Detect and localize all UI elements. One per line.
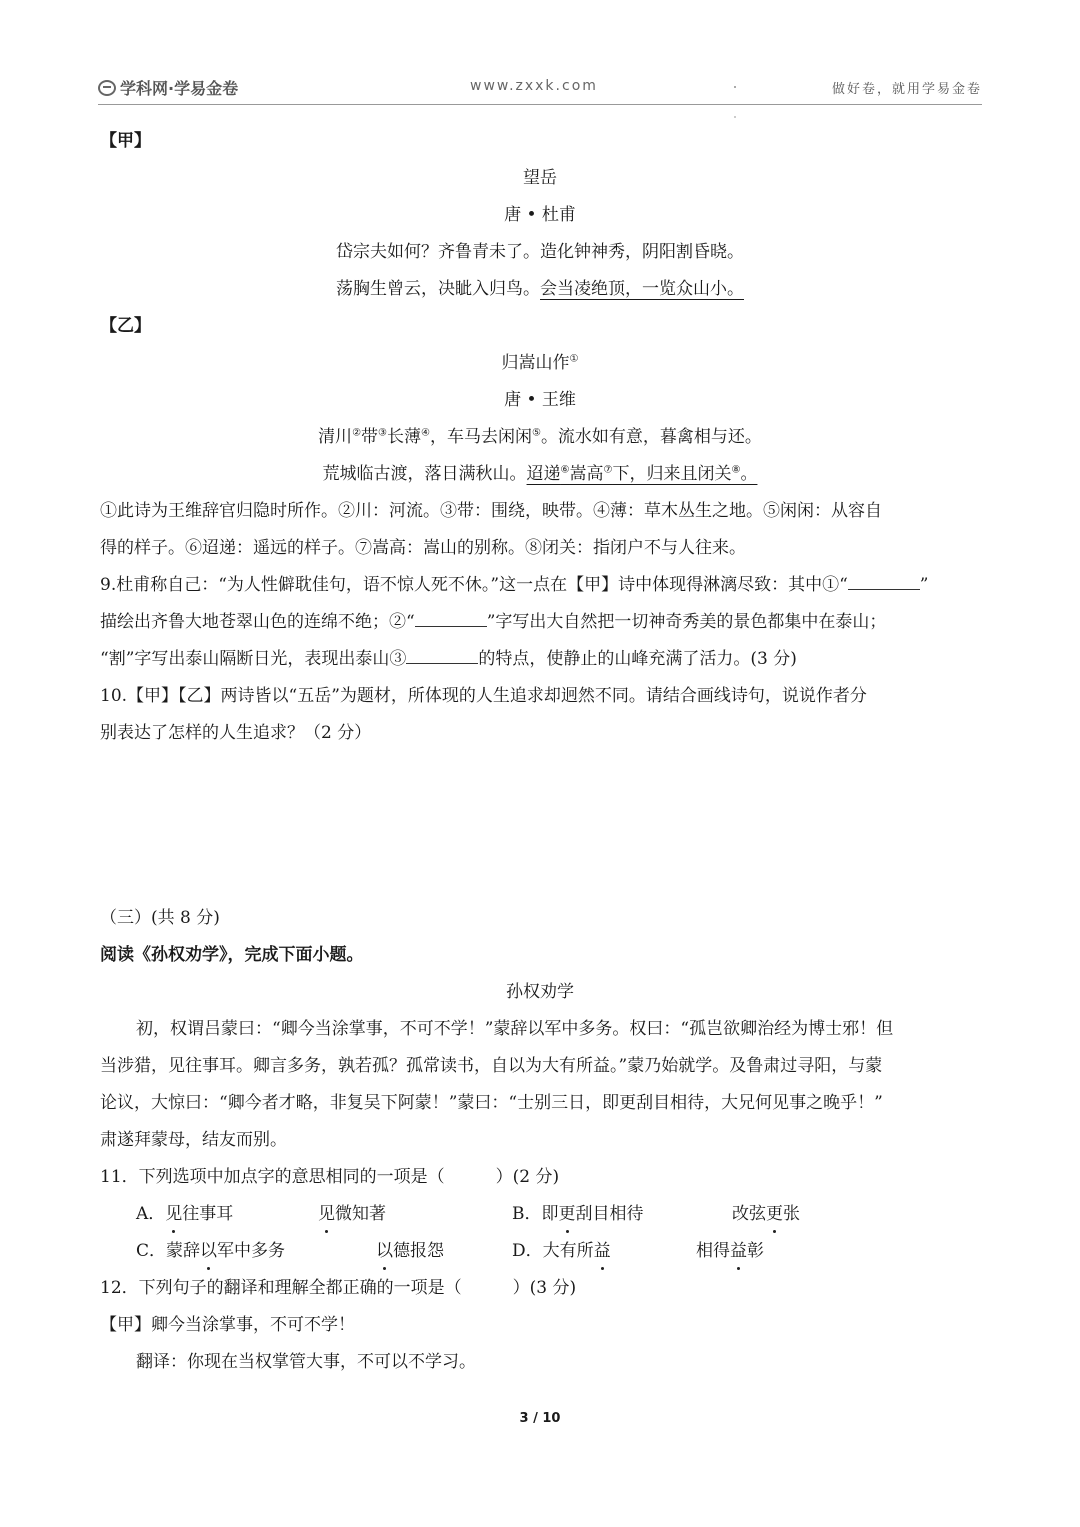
q12-sentence-jia: 【甲】卿今当涂掌事，不可不学！ [100, 1315, 355, 1335]
header-url: www.zxxk.com [470, 78, 598, 94]
poem-jia-line-2: 荡胸生曾云，决眦入归鸟。会当凌绝顶，一览众山小。 [336, 279, 744, 299]
q11-option-b-compare: 改弦更张 [732, 1204, 800, 1224]
page-number: 3 / 10 [519, 1411, 561, 1426]
poem-jia-line-1: 岱宗夫如何？齐鲁青未了。造化钟神秀，阴阳割昏晓。 [336, 242, 744, 262]
q9-line-1: 9.杜甫称自己：“为人性僻耽佳句，语不惊人死不休。”这一点在【甲】诗中体现得淋漓尽致：其中①“ ” [100, 575, 929, 595]
header-mark-2 [734, 116, 736, 118]
passage-line-2: 当涉猎，见往事耳。卿言多务，孰若孤？孤常读书，自以为大有所益。”蒙乃始就学。及鲁肃过寻阳，与蒙 [100, 1056, 883, 1076]
passage-title: 孙权劝学 [506, 982, 574, 1002]
q11-option-a-compare: 见微知著 [318, 1204, 386, 1224]
underlined-verse: 会当凌绝顶，一览众山小。 [540, 279, 744, 299]
passage-line-4: 肃遂拜蒙母，结友而别。 [100, 1130, 287, 1150]
header-mark [734, 86, 736, 88]
site-logo [98, 76, 238, 99]
poem-yi-author: 唐 • 王维 [504, 390, 576, 410]
header-divider [98, 104, 982, 105]
poem-yi-tag: 【乙】 [100, 316, 151, 336]
notes-line-1: ①此诗为王维辞官归隐时所作。②川：河流。③带：围绕，映带。④薄：草木丛生之地。⑤闲闲：从容自 [100, 501, 882, 521]
passage-line-3: 论议，大惊曰：“卿今者才略，非复吴下阿蒙！”蒙曰：“士别三日，即更刮目相待，大兄何见事之晚乎！” [100, 1093, 883, 1113]
logo-text: 学科网·学易金卷 [120, 79, 239, 98]
notes-line-2: 得的样子。⑥迢递：遥远的样子。⑦嵩高：嵩山的别称。⑧闭关：指闭户不与人往来。 [100, 538, 746, 558]
q10-line-1: 10.【甲】【乙】两诗皆以“五岳”为题材，所体现的人生追求却迥然不同。请结合画线诗句，说说作者分 [100, 686, 867, 706]
passage-line-1: 初，权谓吕蒙曰：“卿今当涂掌事，不可不学！”蒙辞以军中多务。权曰：“孤岂欲卿治经为博士邪！但 [136, 1019, 894, 1039]
q11-option-d[interactable]: D．大有所益 [512, 1241, 611, 1261]
q11-option-c[interactable]: C．蒙辞以军中多务 [136, 1241, 286, 1261]
owl-logo-icon [98, 80, 116, 96]
poem-jia-title: 望岳 [523, 168, 557, 188]
q10-line-2: 别表达了怎样的人生追求？（2 分） [100, 723, 372, 743]
q11-option-b[interactable]: B．即更刮目相待 [512, 1204, 644, 1224]
poem-jia-author: 唐 • 杜甫 [504, 205, 576, 225]
q12-translation: 翻译：你现在当权掌管大事，不可以不学习。 [136, 1352, 476, 1372]
underlined-verse: 迢递⑥嵩高⑦下，归来且闭关⑧。 [526, 464, 758, 484]
header-slogan: 做好卷，就用学易金卷 [831, 82, 982, 97]
q11-option-c-compare: 以德报怨 [376, 1241, 444, 1261]
section-3-heading: （三）(共 8 分) [100, 908, 220, 928]
q11-option-a[interactable]: A．见往事耳 [136, 1204, 234, 1224]
answer-blank-1[interactable] [848, 573, 920, 590]
q12-stem: 12．下列句子的翻译和理解全都正确的一项是（ ）(3 分) [100, 1278, 577, 1298]
poem-yi-line-2: 荒城临古渡，落日满秋山。迢递⑥嵩高⑦下，归来且闭关⑧。 [322, 464, 758, 484]
poem-yi-line-1: 清川②带③长薄④，车马去闲闲⑤。流水如有意，暮禽相与还。 [318, 427, 762, 447]
page-header [98, 76, 982, 102]
poem-yi-title: 归嵩山作① [501, 353, 579, 373]
q11-option-d-compare: 相得益彰 [696, 1241, 764, 1261]
answer-blank-2[interactable] [415, 610, 487, 627]
q11-stem: 11．下列选项中加点字的意思相同的一项是（ ）(2 分) [100, 1167, 560, 1187]
q9-line-2: 描绘出齐鲁大地苍翠山色的连绵不绝；②“ ”字写出大自然把一切神奇秀美的景色都集中在泰山； [100, 612, 887, 632]
poem-jia-tag: 【甲】 [100, 131, 151, 151]
answer-blank-3[interactable] [406, 647, 478, 664]
section-3-instruction: 阅读《孙权劝学》，完成下面小题。 [100, 945, 364, 965]
q9-line-3: “割”字写出泰山隔断日光，表现出泰山③ 的特点，使静止的山峰充满了活力。(3 分) [100, 649, 797, 669]
